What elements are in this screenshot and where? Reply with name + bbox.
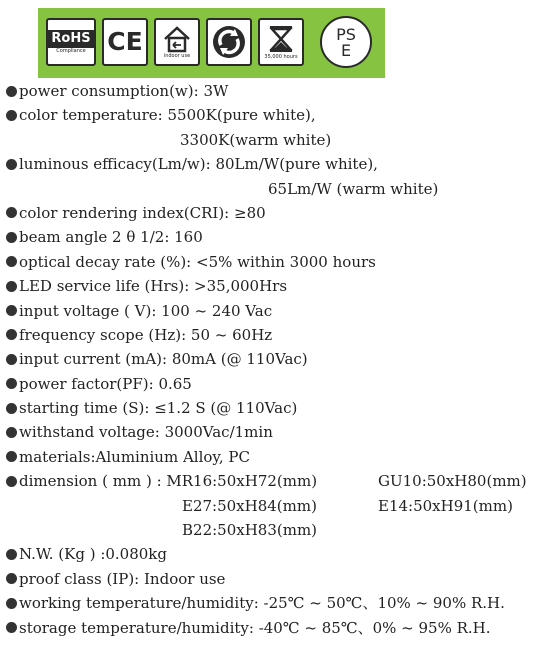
bullet-icon (6, 403, 17, 414)
spec-net-weight (6, 542, 558, 566)
recycle-badge (206, 18, 252, 66)
bullet-icon (6, 622, 17, 633)
bullet-icon (6, 354, 17, 365)
spec-text: working temperature/humidity: -25℃ ~ 50℃、10% ~ 90% R.H. (19, 594, 505, 613)
bullet-icon (6, 281, 17, 292)
indoor-use-badge (154, 18, 200, 66)
pse-line1: PS (336, 25, 356, 44)
spec-text: power consumption(w): 3W (19, 82, 229, 100)
spec-text: optical decay rate (%): <5% within 3000 hours (19, 252, 376, 271)
spec-text: storage temperature/humidity: -40℃ ~ 85℃、0% ~ 95% R.H. (19, 618, 491, 637)
pse-line2: E (340, 41, 352, 60)
bullet-icon (6, 86, 17, 97)
spec-text: 3300K(warm white) (180, 130, 332, 149)
bullet-icon (6, 598, 17, 609)
rohs-sub: Compliance (56, 48, 86, 54)
spec-text: input voltage ( V): 100 ~ 240 Vac (19, 301, 273, 320)
spec-power (6, 79, 558, 103)
spec-proof-class (6, 567, 558, 591)
spec-text: N.W. (Kg ) :0.080kg (19, 545, 168, 564)
spec-text: power factor(PF): 0.65 (19, 374, 192, 393)
spec-power-factor (6, 372, 558, 396)
spec-text: color rendering index(CRI): ≥80 (19, 203, 266, 222)
bullet-icon (6, 549, 17, 560)
dimension-e14: E14:50xH91(mm) (378, 496, 513, 515)
spec-input-current (6, 347, 558, 371)
spec-text: LED service life (Hrs): >35,000Hrs (19, 277, 288, 296)
spec-text: proof class (IP): Indoor use (19, 569, 226, 588)
hours-sub: 35,000 hours (264, 54, 298, 60)
spec-text: 65Lm/W (warm white) (268, 179, 439, 198)
dimension-b22: B22:50xH83(mm) (182, 521, 318, 540)
spec-beam-angle (6, 225, 558, 249)
recycle-icon (211, 24, 247, 60)
spec-text: color temperature: 5500K(pure white), (19, 106, 316, 125)
bullet-icon (6, 207, 17, 218)
house-icon (162, 25, 192, 53)
spec-dimension-row3 (6, 518, 558, 542)
bullet-icon (6, 329, 17, 340)
lifetime-hours-badge (258, 18, 304, 66)
spec-text: withstand voltage: 3000Vac/1min (19, 423, 273, 442)
spec-text: materials:Aluminium Alloy, PC (19, 447, 250, 466)
spec-storage-temperature (6, 616, 558, 640)
ce-mark: CE (107, 27, 143, 56)
spec-text: input current (mA): 80mA (@ 110Vac) (19, 350, 308, 369)
spec-efficacy-cont (6, 177, 558, 201)
spec-list (6, 79, 558, 640)
rohs-badge (46, 18, 96, 66)
pse-badge (320, 16, 372, 68)
spec-optical-decay (6, 250, 558, 274)
ce-badge (102, 18, 148, 66)
spec-color-temperature (6, 103, 558, 127)
spec-dimension-row2 (6, 494, 558, 518)
spec-efficacy (6, 152, 558, 176)
spec-text: frequency scope (Hz): 50 ~ 60Hz (19, 325, 273, 344)
spec-service-life (6, 274, 558, 298)
spec-dimension (6, 469, 558, 493)
spec-frequency (6, 323, 558, 347)
spec-starting-time (6, 396, 558, 420)
bullet-icon (6, 378, 17, 389)
bullet-icon (6, 232, 17, 243)
bullet-icon (6, 427, 17, 438)
bullet-icon (6, 573, 17, 584)
spec-cri (6, 201, 558, 225)
spec-materials (6, 445, 558, 469)
spec-text: dimension ( mm ) : MR16:50xH72(mm) (19, 472, 318, 491)
dimension-e27: E27:50xH84(mm) (182, 496, 317, 515)
dimension-gu10: GU10:50xH80(mm) (378, 472, 527, 491)
indoor-sub: indoor use (163, 53, 191, 59)
spec-input-voltage (6, 299, 558, 323)
bullet-icon (6, 110, 17, 121)
spec-text: beam angle 2 θ 1/2: 160 (19, 228, 203, 247)
bullet-icon (6, 451, 17, 462)
bullet-icon (6, 476, 17, 487)
hourglass-icon (267, 24, 295, 54)
bullet-icon (6, 305, 17, 316)
bullet-icon (6, 159, 17, 170)
spec-withstand-voltage (6, 420, 558, 444)
spec-color-temperature-cont (6, 128, 558, 152)
spec-working-temperature (6, 591, 558, 615)
certification-banner (38, 8, 385, 78)
bullet-icon (6, 256, 17, 267)
spec-text: luminous efficacy(Lm/w): 80Lm/W(pure white), (19, 155, 378, 174)
spec-text: starting time (S): ≤1.2 S (@ 110Vac) (19, 399, 298, 418)
rohs-mark: RoHS (47, 30, 94, 48)
